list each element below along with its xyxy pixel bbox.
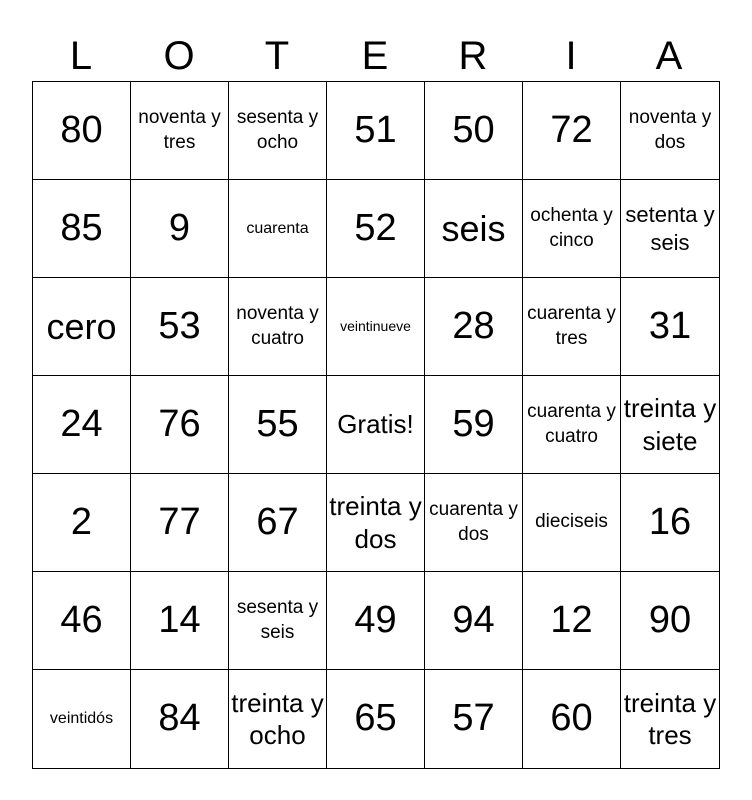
cell-value: sesenta y ocho xyxy=(236,106,319,153)
board-cell[interactable] xyxy=(33,572,131,670)
cell-value: 16 xyxy=(648,500,692,543)
board-cell[interactable] xyxy=(523,670,621,768)
header-letter-r: R xyxy=(458,34,488,78)
board-cell[interactable] xyxy=(131,572,229,670)
board-cell[interactable] xyxy=(523,278,621,376)
board-cell[interactable] xyxy=(621,82,719,180)
cell-value: cuarenta y dos xyxy=(429,498,518,545)
board-cell[interactable] xyxy=(425,474,523,572)
board-cell[interactable] xyxy=(523,180,621,278)
board-cell[interactable] xyxy=(523,376,621,474)
cell-value: 55 xyxy=(256,402,299,445)
board-cell[interactable] xyxy=(33,376,131,474)
board-cell[interactable] xyxy=(425,670,523,768)
board-cell[interactable] xyxy=(131,670,229,768)
cell-value: cuarenta y tres xyxy=(527,302,616,349)
board-cell[interactable] xyxy=(131,180,229,278)
cell-value: 12 xyxy=(550,598,593,641)
cell-value: 67 xyxy=(256,500,299,543)
header-letter-t: T xyxy=(264,34,290,78)
cell-value: cuarenta y cuatro xyxy=(527,400,616,447)
cell-value: setenta y seis xyxy=(625,202,715,255)
board-cell[interactable] xyxy=(229,474,327,572)
cell-value: noventa y cuatro xyxy=(236,302,319,349)
cell-value: cero xyxy=(46,305,117,347)
cell-value: 65 xyxy=(354,697,397,740)
cell-value: 59 xyxy=(452,402,495,445)
board-cell[interactable] xyxy=(425,376,523,474)
cell-value: 80 xyxy=(60,108,103,151)
cell-value: sesenta y seis xyxy=(236,596,319,643)
cell-value: noventa y dos xyxy=(628,106,712,153)
board-cell[interactable] xyxy=(621,474,719,572)
cell-value: 77 xyxy=(158,500,201,543)
board-cell[interactable] xyxy=(229,572,327,670)
cell-value: 24 xyxy=(60,402,103,445)
cell-value: 76 xyxy=(158,402,201,445)
header-letter-a: A xyxy=(655,34,683,78)
board-cell[interactable] xyxy=(33,82,131,180)
board-cell[interactable] xyxy=(229,278,327,376)
cell-value: 51 xyxy=(354,108,397,151)
board-cell[interactable] xyxy=(523,572,621,670)
board-cell[interactable] xyxy=(621,376,719,474)
cell-value: veintinueve xyxy=(340,318,411,335)
board-cell[interactable] xyxy=(33,278,131,376)
board-cell[interactable] xyxy=(229,82,327,180)
board-cell[interactable] xyxy=(131,376,229,474)
cell-value: 31 xyxy=(648,304,692,347)
board-cell[interactable] xyxy=(621,670,719,768)
board-cell[interactable] xyxy=(425,180,523,278)
board-cell[interactable] xyxy=(425,82,523,180)
free-space-cell[interactable] xyxy=(327,376,425,474)
cell-value: cuarenta xyxy=(246,219,309,237)
cell-value: 52 xyxy=(354,206,397,249)
board-cell[interactable] xyxy=(229,670,327,768)
loteria-header xyxy=(32,30,720,82)
cell-value: noventa y tres xyxy=(138,106,221,153)
cell-value: seis xyxy=(441,207,506,249)
board-cell[interactable] xyxy=(621,572,719,670)
board-cell[interactable] xyxy=(327,82,425,180)
board-cell[interactable] xyxy=(425,278,523,376)
cell-value: 60 xyxy=(550,697,593,740)
cell-value: 46 xyxy=(60,598,103,641)
cell-value: treinta y dos xyxy=(329,491,422,554)
board-cell[interactable] xyxy=(33,670,131,768)
header-letter-i: I xyxy=(565,34,577,78)
board-cell[interactable] xyxy=(33,474,131,572)
board-cell[interactable] xyxy=(131,82,229,180)
cell-value: 49 xyxy=(354,598,397,641)
cell-value: 28 xyxy=(452,304,495,347)
cell-value: 72 xyxy=(550,108,593,151)
board-cell[interactable] xyxy=(131,278,229,376)
cell-value: 90 xyxy=(648,598,692,641)
cell-value: veintidós xyxy=(49,710,114,728)
cell-value: ochenta y cinco xyxy=(530,204,613,251)
cell-value: treinta y tres xyxy=(623,687,717,750)
board-cell[interactable] xyxy=(523,82,621,180)
header-letter-o: O xyxy=(163,34,195,78)
board-cell[interactable] xyxy=(327,572,425,670)
board-cell[interactable] xyxy=(621,180,719,278)
cell-value: 94 xyxy=(452,598,495,641)
board-cell[interactable] xyxy=(621,278,719,376)
cell-value: treinta y siete xyxy=(623,393,717,456)
board-cell[interactable] xyxy=(229,376,327,474)
cell-value: 84 xyxy=(158,697,201,740)
board-cell[interactable] xyxy=(523,474,621,572)
cell-value: 9 xyxy=(168,206,191,249)
cell-value: 85 xyxy=(60,206,103,249)
free-space-label: Gratis! xyxy=(337,409,414,440)
board-cell[interactable] xyxy=(327,180,425,278)
board-cell[interactable] xyxy=(131,474,229,572)
cell-value: dieciseis xyxy=(535,511,608,533)
header-letter-l: L xyxy=(69,34,93,78)
header-letter-e: E xyxy=(361,34,389,78)
board-cell[interactable] xyxy=(229,180,327,278)
cell-value: 14 xyxy=(158,598,201,641)
cell-value: 50 xyxy=(452,108,495,151)
cell-value: 53 xyxy=(158,304,201,347)
board-cell[interactable] xyxy=(425,572,523,670)
cell-value: treinta y ocho xyxy=(231,687,324,750)
board-cell[interactable] xyxy=(327,474,425,572)
cell-value: 57 xyxy=(452,697,495,740)
board-cell[interactable] xyxy=(33,180,131,278)
board-cell[interactable] xyxy=(327,278,425,376)
board-cell[interactable] xyxy=(327,670,425,768)
cell-value: 2 xyxy=(70,500,93,543)
bingo-board xyxy=(32,81,720,769)
